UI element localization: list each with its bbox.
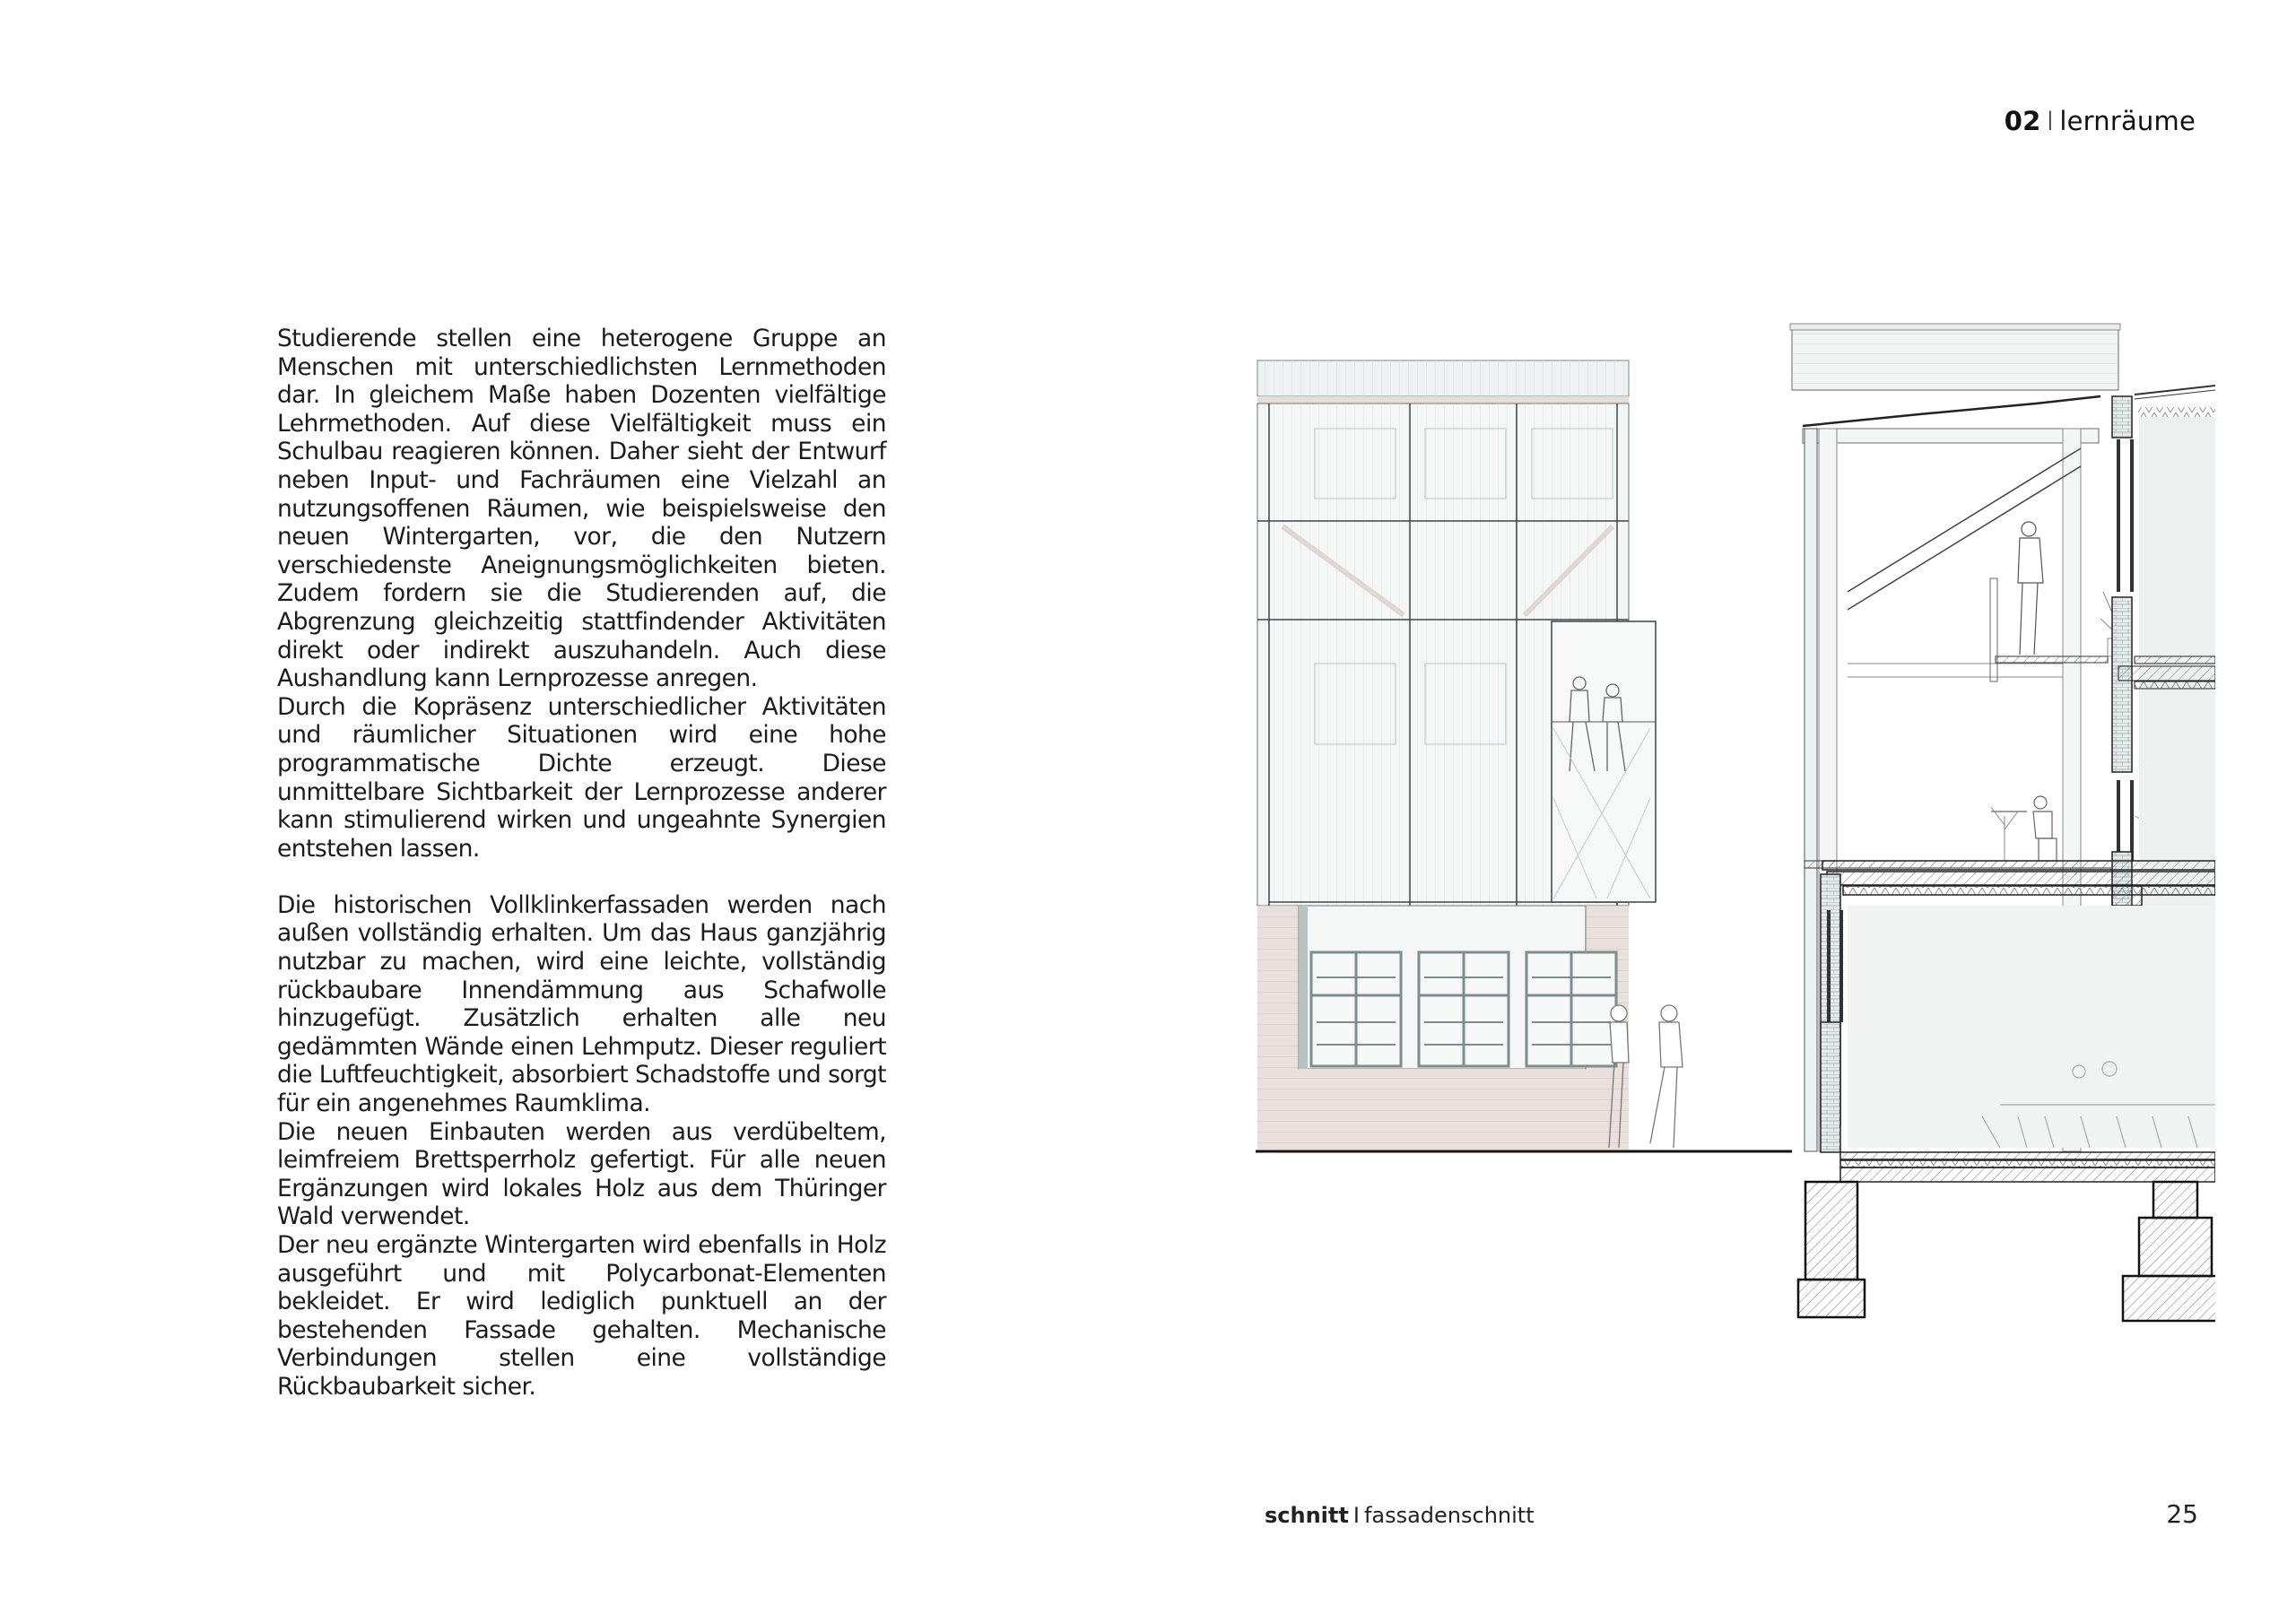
caption-bold: schnitt: [1265, 1503, 1349, 1528]
body-text: [277, 325, 886, 1402]
header-separator: I: [2046, 106, 2055, 136]
ground-floor-windows: [1311, 952, 1616, 1066]
section-drawing: [1256, 314, 2215, 1354]
paragraph-3: Die historischen Vollklinkerfassaden werden nach außen vollständig erhalten. Um das Haus ganzjährig nutzbar zu machen, wird eine leichte, vollständig rückbaubare Innendämmung aus Schafwolle hinzugefügt. Zusätzlich erhalten alle neu gedämmten Wände einen Lehmputz. Dieser reguliert die Luftfeuchtigkeit, absorbiert Schadstoffe und sorgt für ein angenehmes Raumklima.: [277, 890, 886, 1118]
foundations: [1798, 1182, 2215, 1321]
caption-separator: I: [1352, 1503, 1360, 1528]
paragraph-5: Der neu ergänzte Wintergarten wird ebenfalls in Holz ausgeführt und mit Polycarbonat-Elementen bekleidet. Er wird lediglich punktuell an der bestehenden Fassade gehalten. Mechanische Verbindungen stellen eine vollständige Rückbaubarkeit sicher.: [277, 1231, 886, 1401]
paragraph-4: Die neuen Einbauten werden aus verdübeltem, leimfreiem Brettsperrholz gefertigt. Für alle neuen Ergänzungen wird lokales Holz aus dem Thüringer Wald verwendet.: [277, 1117, 886, 1231]
person-phone-icon: [2018, 522, 2043, 655]
chapter-header: [2005, 106, 2196, 136]
paragraph-1: Studierende stellen eine heterogene Gruppe an Menschen mit unterschiedlichsten Lernmethoden dar. In gleichem Maße haben Dozenten vielfältige Lehrmethoden. Auf diese Vielfältigkeit muss ein Schulbau reagieren können. Daher sieht der Entwurf neben Input- und Fachräumen eine Vielzahl an nutzungsoffenen Räumen, wie beispielsweise den neuen Wintergarten, vor, die den Nutzern verschiedenste Aneignungsmöglichkeiten bieten. Zudem fordern sie die Studierenden auf, die Abgrenzung gleichzeitig stattfindender Aktivitäten direkt oder indirekt auszuhandeln. Auch diese Aushandlung kann Lernprozesse anregen.: [277, 325, 886, 693]
chapter-title: lernräume: [2059, 106, 2196, 136]
seated-person-icon: [1991, 796, 2057, 861]
figure-caption: [1265, 1503, 1535, 1528]
caption-text: fassadenschnitt: [1363, 1503, 1535, 1528]
page-number: 25: [2166, 1499, 2198, 1529]
paragraph-2: Durch die Kopräsenz unterschiedlicher Aktivitäten und räumlicher Situationen wird eine hohe programmatische Dichte erzeugt. Diese unmittelbare Sichtbarkeit der Lernprozesse anderer kann stimulierend wirken und ungeahnte Synergien entstehen lassen.: [277, 692, 886, 863]
chapter-number: 02: [2004, 106, 2041, 136]
elevation-wintergarden: [1257, 360, 1683, 1150]
